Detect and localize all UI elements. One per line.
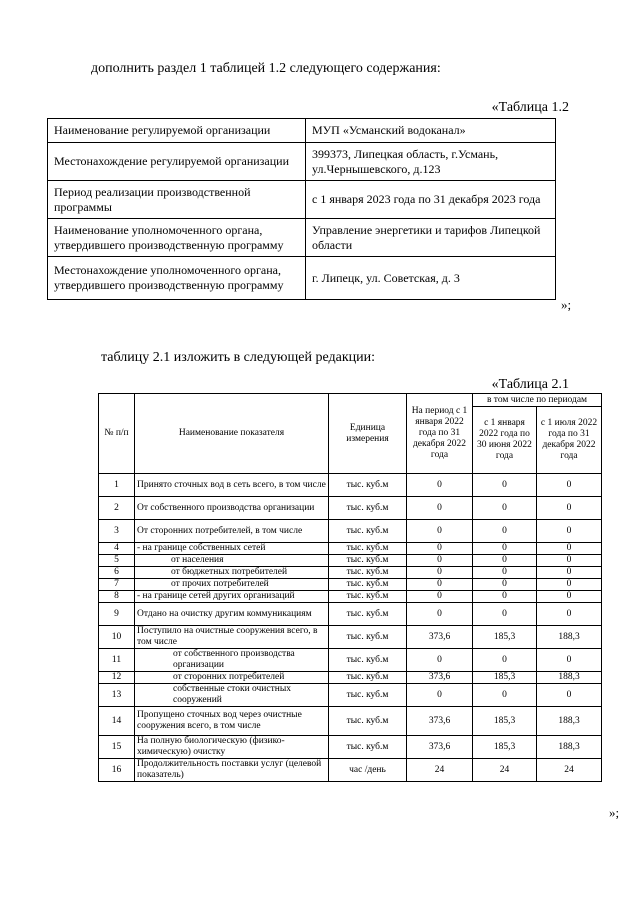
row-unit: тыс. куб.м	[329, 707, 407, 736]
header-name: Наименование показателя	[135, 394, 329, 474]
table-row	[48, 219, 556, 257]
row-indicator-name: - на границе собственных сетей	[135, 543, 329, 555]
row-indicator-name: от бюджетных потребителей	[135, 567, 329, 579]
row-value-period: 373,6	[407, 626, 473, 649]
row-value-h1: 0	[473, 474, 537, 497]
row-value-h2: 0	[537, 474, 602, 497]
row-value-period: 0	[407, 591, 473, 603]
row-number: 7	[99, 579, 135, 591]
row-number: 4	[99, 543, 135, 555]
header-unit: Единица измерения	[329, 394, 407, 474]
row-unit: тыс. куб.м	[329, 626, 407, 649]
row-indicator-name: От сторонних потребителей, в том числе	[135, 520, 329, 543]
row-number: 12	[99, 672, 135, 684]
row-value-h1: 0	[473, 684, 537, 707]
row-value-period: 0	[407, 567, 473, 579]
row-value-h1: 185,3	[473, 736, 537, 759]
row-value-period: 373,6	[407, 707, 473, 736]
row-unit: тыс. куб.м	[329, 555, 407, 567]
row-value-h1: 0	[473, 555, 537, 567]
row-value-period: 0	[407, 555, 473, 567]
table-row	[99, 579, 602, 591]
row-value-h2: 0	[537, 591, 602, 603]
row-value-h1: 0	[473, 567, 537, 579]
row-value-h1: 24	[473, 759, 537, 782]
intro-text: дополнить раздел 1 таблицей 1.2 следующего содержания:	[91, 61, 441, 76]
row-value-h2: 0	[537, 579, 602, 591]
row-indicator-name: Принято сточных вод в сеть всего, в том числе	[135, 474, 329, 497]
row-indicator-name: от населения	[135, 555, 329, 567]
row-value-h1: 0	[473, 497, 537, 520]
row-number: 9	[99, 603, 135, 626]
row-number: 15	[99, 736, 135, 759]
row-indicator-name: собственные стоки очистных сооружений	[135, 684, 329, 707]
table-cell: Период реализации производственной программы	[48, 181, 306, 219]
header-period-2: с 1 июля 2022 года по 31 декабря 2022 года	[537, 407, 602, 474]
row-value-h1: 0	[473, 649, 537, 672]
table-row	[99, 543, 602, 555]
table-2-1	[98, 393, 602, 782]
row-unit: тыс. куб.м	[329, 603, 407, 626]
row-indicator-name: от собственного производства организации	[135, 649, 329, 672]
row-value-period: 0	[407, 603, 473, 626]
row-value-period: 373,6	[407, 736, 473, 759]
row-unit: тыс. куб.м	[329, 543, 407, 555]
table-cell: Местонахождение уполномоченного органа, утвердившего производственную программу	[48, 257, 306, 300]
table-row	[99, 684, 602, 707]
row-number: 6	[99, 567, 135, 579]
row-value-period: 0	[407, 543, 473, 555]
row-indicator-name: Отдано на очистку другим коммуникациям	[135, 603, 329, 626]
row-value-h2: 188,3	[537, 736, 602, 759]
row-value-h2: 24	[537, 759, 602, 782]
table-row	[48, 181, 556, 219]
table-cell: Наименование уполномоченного органа, утвердившего производственную программу	[48, 219, 306, 257]
table-row	[99, 474, 602, 497]
table-row	[99, 649, 602, 672]
table-row	[48, 143, 556, 181]
row-value-h2: 0	[537, 543, 602, 555]
row-indicator-name: От собственного производства организации	[135, 497, 329, 520]
row-unit: тыс. куб.м	[329, 684, 407, 707]
row-number: 14	[99, 707, 135, 736]
row-value-period: 0	[407, 497, 473, 520]
row-value-period: 0	[407, 474, 473, 497]
row-indicator-name: - на границе сетей других организаций	[135, 591, 329, 603]
table-row	[99, 626, 602, 649]
row-value-h1: 0	[473, 603, 537, 626]
row-number: 8	[99, 591, 135, 603]
header-period: На период с 1 января 2022 года по 31 декабря 2022 года	[407, 394, 473, 474]
header-by-periods: в том числе по периодам	[473, 394, 602, 407]
table-cell: МУП «Усманский водоканал»	[306, 119, 556, 143]
table-row	[99, 736, 602, 759]
row-unit: тыс. куб.м	[329, 736, 407, 759]
row-unit: тыс. куб.м	[329, 474, 407, 497]
row-number: 1	[99, 474, 135, 497]
row-value-h1: 185,3	[473, 672, 537, 684]
intro2-text: таблицу 2.1 изложить в следующей редакции:	[101, 350, 376, 365]
table-row	[99, 759, 602, 782]
table2-end-mark: »;	[609, 805, 620, 820]
table1-label: «Таблица 1.2	[491, 100, 569, 115]
row-indicator-name: Поступило на очистные сооружения всего, в том числе	[135, 626, 329, 649]
row-value-h2: 0	[537, 567, 602, 579]
row-value-h2: 0	[537, 497, 602, 520]
row-number: 10	[99, 626, 135, 649]
table-cell: с 1 января 2023 года по 31 декабря 2023 года	[306, 181, 556, 219]
table-cell: Управление энергетики и тарифов Липецкой области	[306, 219, 556, 257]
row-value-period: 0	[407, 520, 473, 543]
table-row	[99, 591, 602, 603]
row-indicator-name: На полную биологическую (физико-химическую) очистку	[135, 736, 329, 759]
table-cell: Наименование регулируемой организации	[48, 119, 306, 143]
row-unit: тыс. куб.м	[329, 591, 407, 603]
header-period-1: с 1 января 2022 года по 30 июня 2022 года	[473, 407, 537, 474]
row-value-h2: 0	[537, 555, 602, 567]
table-row	[48, 119, 556, 143]
table-1-2	[47, 118, 556, 300]
row-indicator-name: Продолжительность поставки услуг (целевой показатель)	[135, 759, 329, 782]
row-unit: тыс. куб.м	[329, 579, 407, 591]
table-row	[99, 707, 602, 736]
row-number: 3	[99, 520, 135, 543]
row-number: 2	[99, 497, 135, 520]
table-cell: 399373, Липецкая область, г.Усмань, ул.Чернышевского, д.123	[306, 143, 556, 181]
table-row	[48, 257, 556, 300]
row-value-h1: 0	[473, 591, 537, 603]
row-value-h2: 188,3	[537, 707, 602, 736]
table-cell: Местонахождение регулируемой организации	[48, 143, 306, 181]
row-unit: час /день	[329, 759, 407, 782]
row-unit: тыс. куб.м	[329, 497, 407, 520]
table-cell: г. Липецк, ул. Советская, д. 3	[306, 257, 556, 300]
row-number: 13	[99, 684, 135, 707]
table-row	[99, 672, 602, 684]
row-unit: тыс. куб.м	[329, 520, 407, 543]
row-value-h2: 0	[537, 520, 602, 543]
row-indicator-name: от прочих потребителей	[135, 579, 329, 591]
row-value-h1: 185,3	[473, 626, 537, 649]
row-number: 11	[99, 649, 135, 672]
row-unit: тыс. куб.м	[329, 672, 407, 684]
row-value-h1: 0	[473, 520, 537, 543]
table2-label: «Таблица 2.1	[491, 377, 569, 392]
row-value-h1: 0	[473, 543, 537, 555]
row-number: 16	[99, 759, 135, 782]
row-unit: тыс. куб.м	[329, 567, 407, 579]
row-indicator-name: Пропущено сточных вод через очистные сооружения всего, в том числе	[135, 707, 329, 736]
row-value-h2: 188,3	[537, 626, 602, 649]
row-unit: тыс. куб.м	[329, 649, 407, 672]
table-header-row	[99, 394, 602, 407]
row-value-period: 373,6	[407, 672, 473, 684]
row-value-period: 24	[407, 759, 473, 782]
row-indicator-name: от сторонних потребителей	[135, 672, 329, 684]
row-value-h2: 0	[537, 649, 602, 672]
row-value-h2: 0	[537, 684, 602, 707]
row-value-period: 0	[407, 649, 473, 672]
table-row	[99, 497, 602, 520]
row-value-period: 0	[407, 579, 473, 591]
row-value-h1: 0	[473, 579, 537, 591]
row-value-h1: 185,3	[473, 707, 537, 736]
header-num: № п/п	[99, 394, 135, 474]
table-row	[99, 555, 602, 567]
table-row	[99, 603, 602, 626]
table1-end-mark: »;	[561, 297, 572, 312]
row-number: 5	[99, 555, 135, 567]
row-value-period: 0	[407, 684, 473, 707]
table-row	[99, 567, 602, 579]
row-value-h2: 188,3	[537, 672, 602, 684]
row-value-h2: 0	[537, 603, 602, 626]
table-row	[99, 520, 602, 543]
